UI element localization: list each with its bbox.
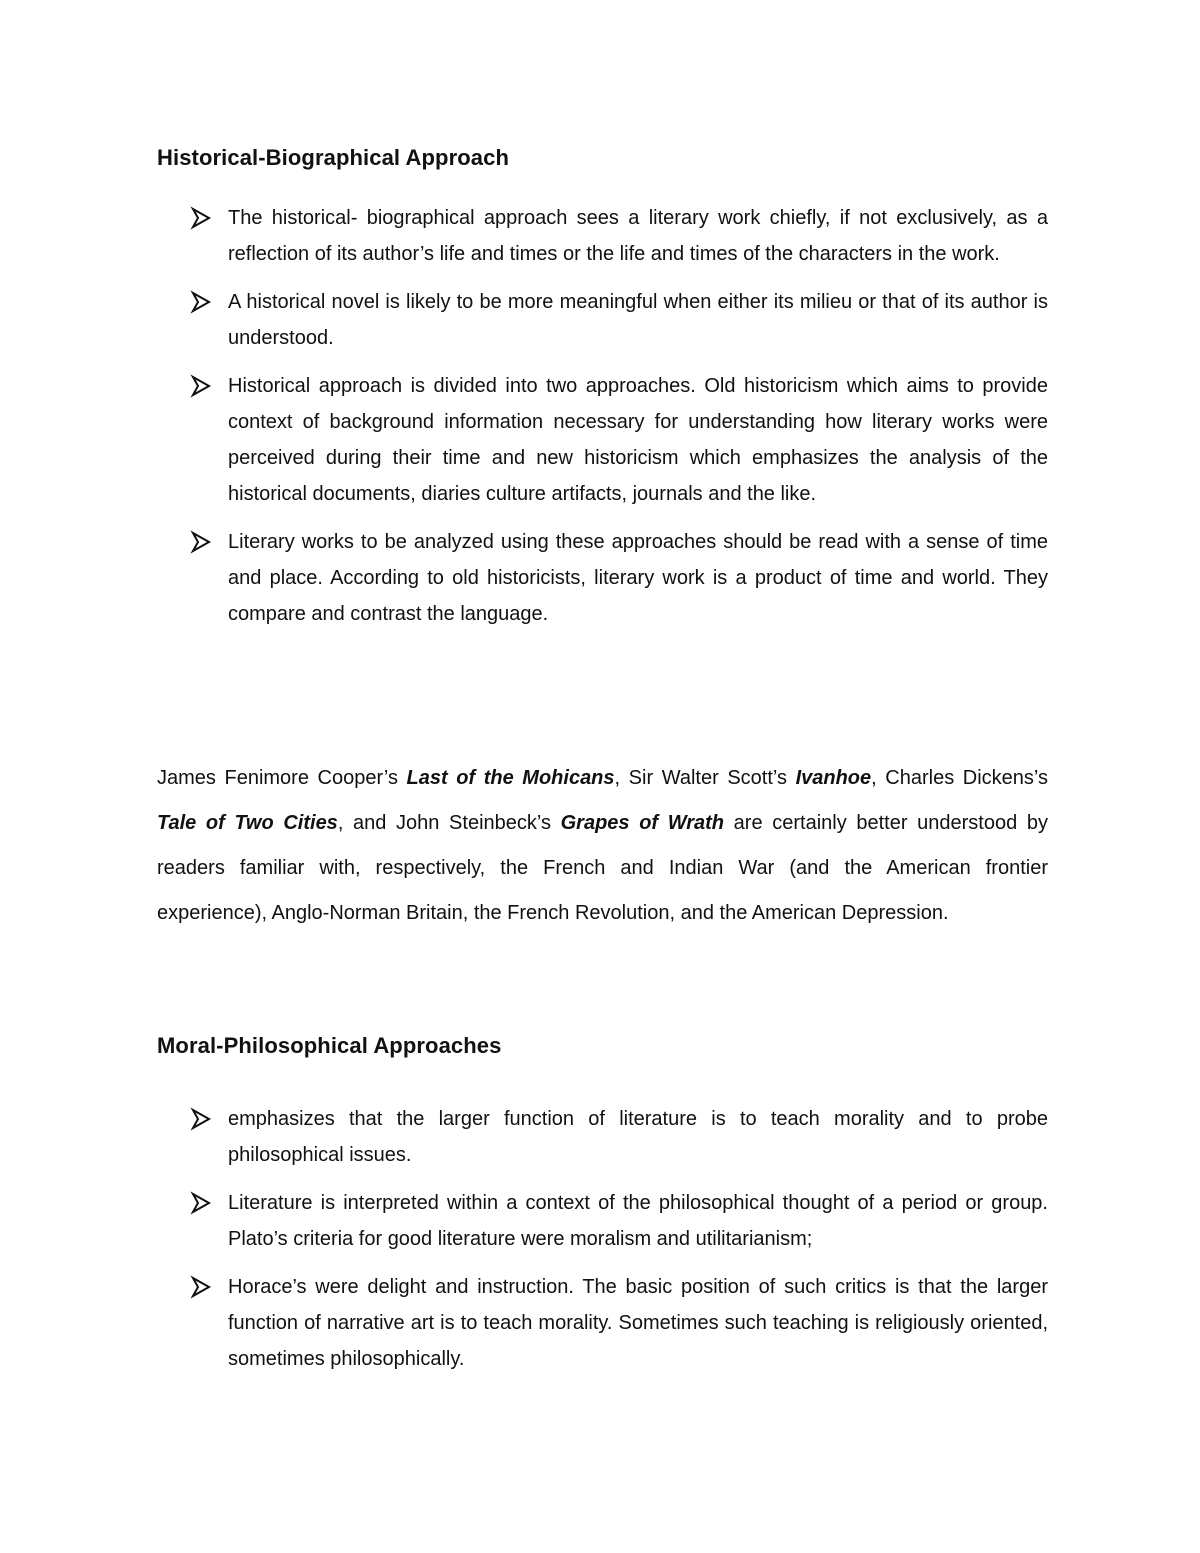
list-item [190, 1101, 1048, 1173]
book-title: Tale of Two Cities [157, 812, 338, 834]
arrow-bullet-icon [190, 200, 212, 236]
arrow-bullet-icon [190, 524, 212, 560]
bullet-text: emphasizes that the larger function of literature is to teach morality and to probe philosophical issues. [228, 1108, 1048, 1166]
book-title: Last of the Mohicans [406, 767, 615, 789]
section-heading-historical: Historical-Biographical Approach [157, 145, 509, 170]
paragraph-text: are certainly better understood by readers familiar with, respectively, the French and Indian War (and the American frontier experience), Anglo-Norman Britain, the French Revolution, and the American Depression. [157, 812, 1048, 924]
bullet-text: Literature is interpreted within a context of the philosophical thought of a period or group. Plato’s criteria for good literature were moralism and utilitarianism; [228, 1192, 1048, 1250]
historical-bullet-list [190, 200, 1048, 644]
arrow-bullet-icon [190, 284, 212, 320]
list-item [190, 200, 1048, 272]
arrow-bullet-icon [190, 368, 212, 404]
bullet-text: Horace’s were delight and instruction. The basic position of such critics is that the larger function of narrative art is to teach morality. Sometimes such teaching is religiously oriented, sometimes philosophically. [228, 1276, 1048, 1370]
list-item [190, 524, 1048, 632]
list-item [190, 1185, 1048, 1257]
paragraph-text: , Charles Dickens’s [871, 767, 1048, 789]
bullet-text: The historical- biographical approach sees a literary work chiefly, if not exclusively, as a reflection of its author’s life and times or the life and times of the characters in the work. [228, 207, 1048, 265]
list-item [190, 368, 1048, 512]
section-heading-moral: Moral-Philosophical Approaches [157, 1033, 502, 1058]
arrow-bullet-icon [190, 1101, 212, 1137]
list-item [190, 284, 1048, 356]
paragraph-text: James Fenimore Cooper’s [157, 767, 407, 789]
bullet-text: Historical approach is divided into two approaches. Old historicism which aims to provide context of background information necessary for understanding how literary works were perceived during their time and new historicism which emphasizes the analysis of the historical documents, diaries culture artifacts, journals and the like. [228, 375, 1048, 505]
list-item [190, 1269, 1048, 1377]
literary-examples-paragraph [157, 756, 1048, 936]
book-title: Grapes of Wrath [560, 812, 725, 834]
paragraph-text: , Sir Walter Scott’s [614, 767, 796, 789]
arrow-bullet-icon [190, 1269, 212, 1305]
arrow-bullet-icon [190, 1185, 212, 1221]
moral-bullet-list [190, 1101, 1048, 1389]
bullet-text: A historical novel is likely to be more meaningful when either its milieu or that of its author is understood. [228, 291, 1048, 349]
paragraph-text: , and John Steinbeck’s [337, 812, 561, 834]
book-title: Ivanhoe [795, 767, 872, 789]
bullet-text: Literary works to be analyzed using these approaches should be read with a sense of time and place. According to old historicists, literary work is a product of time and world. They compare and contrast the language. [228, 531, 1048, 625]
